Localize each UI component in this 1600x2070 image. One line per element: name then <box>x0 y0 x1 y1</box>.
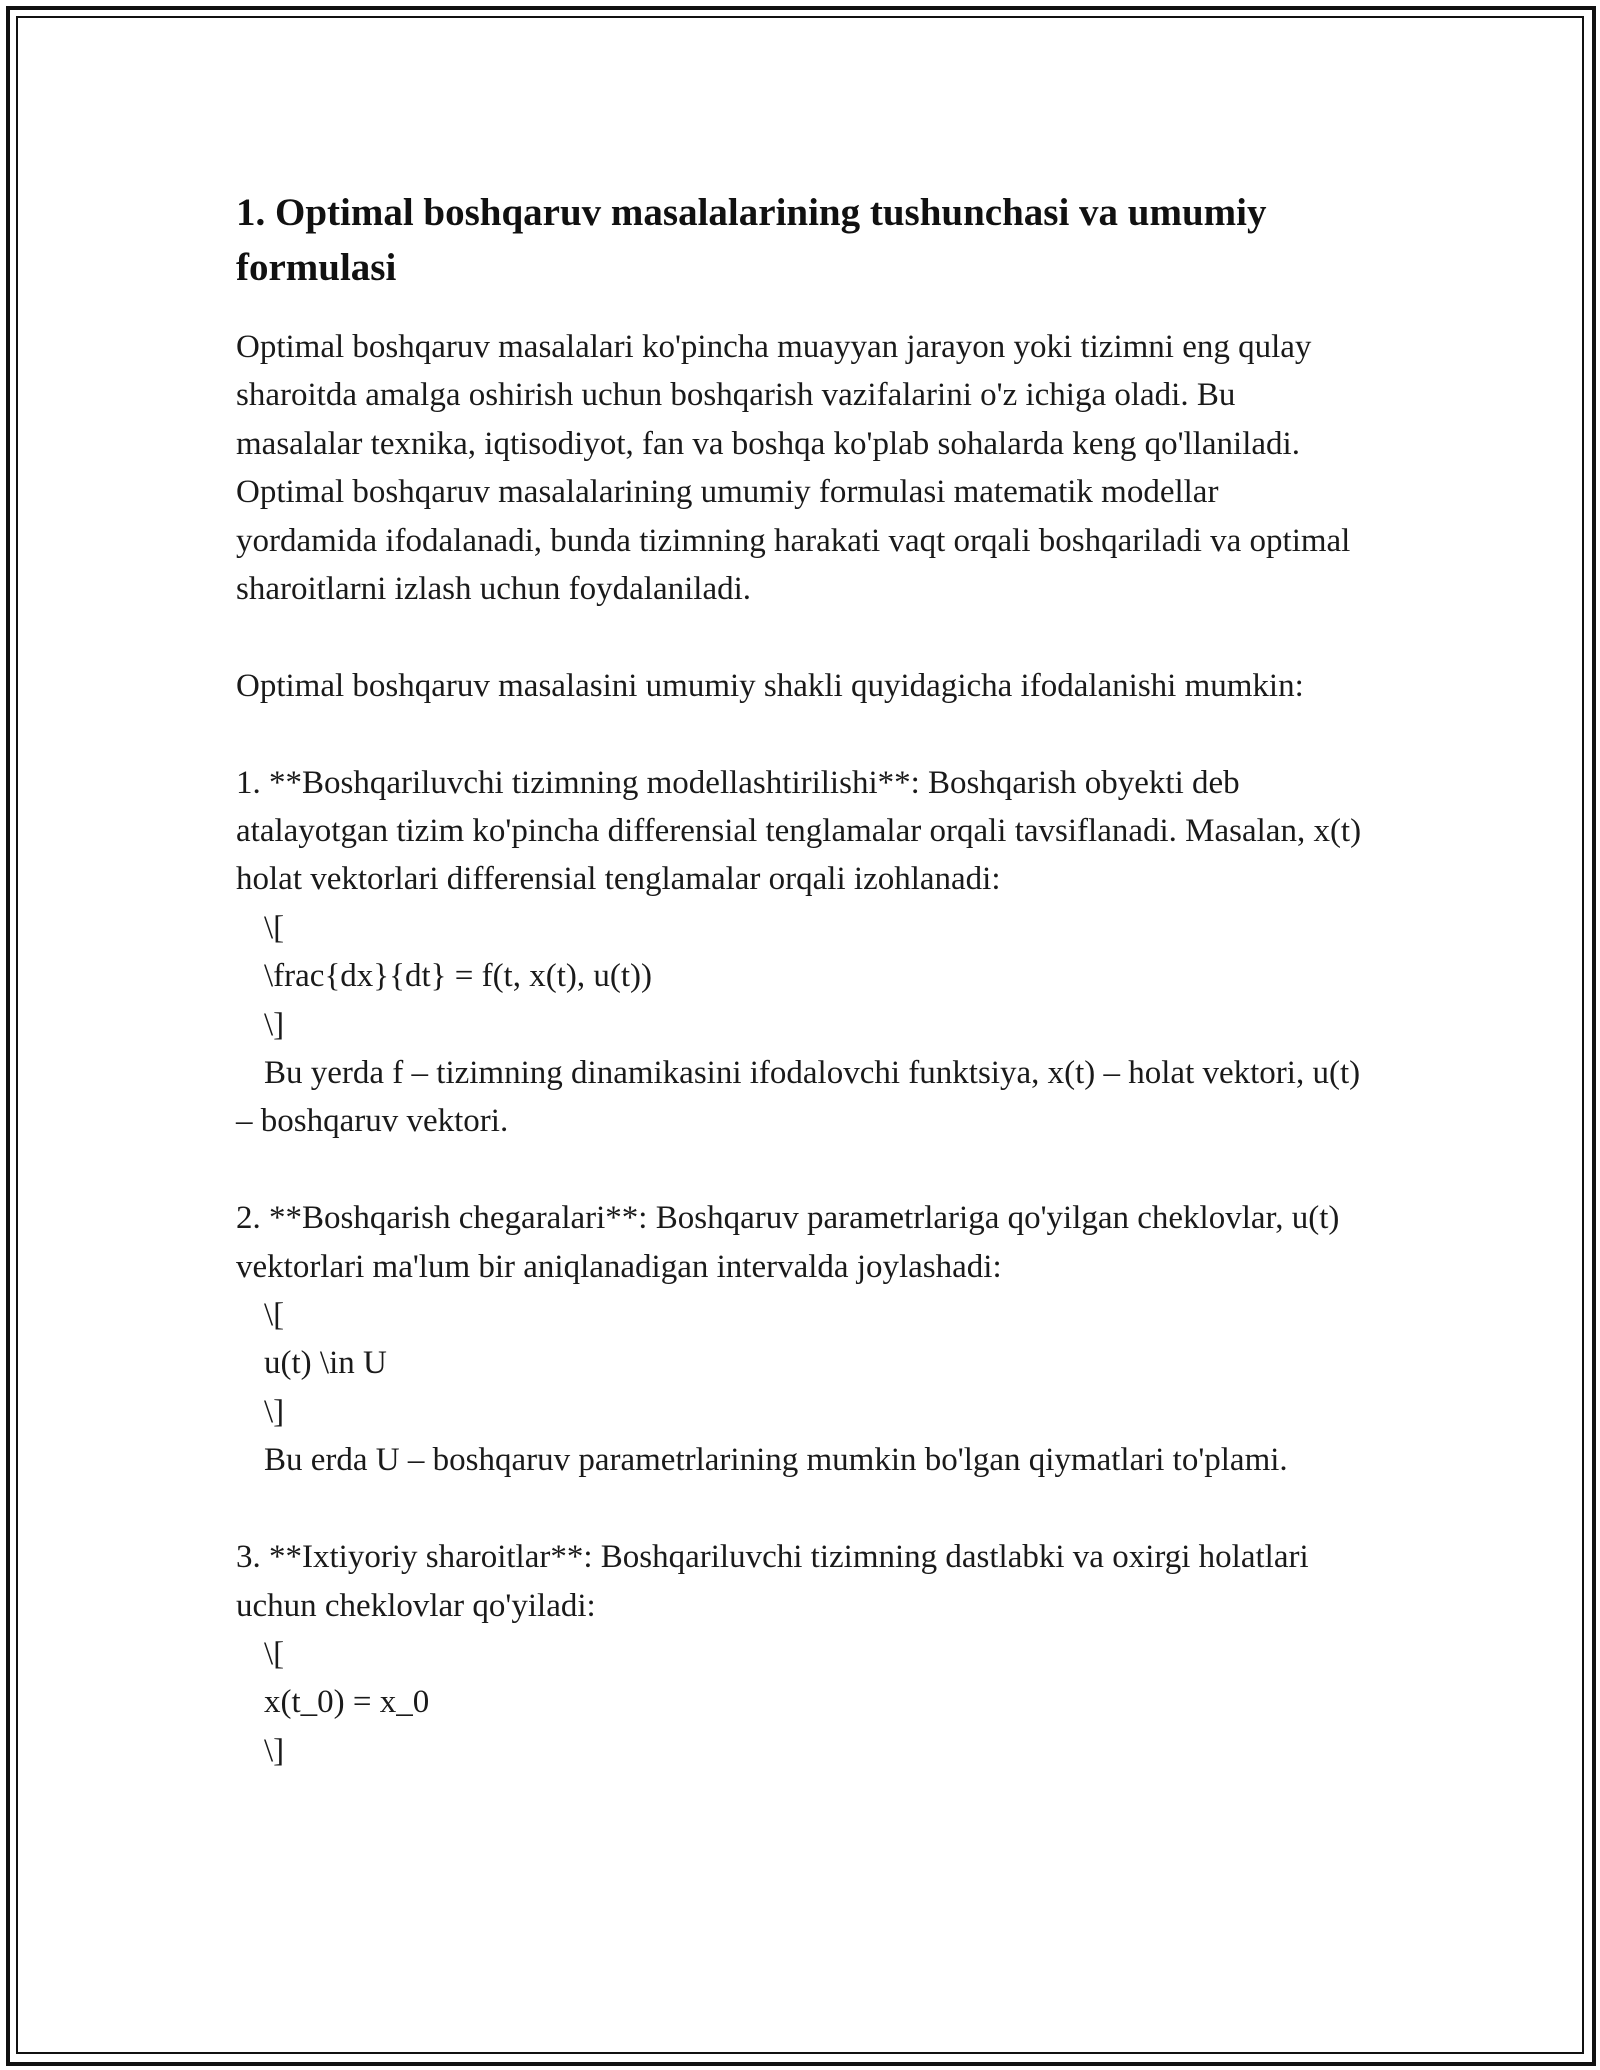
list-item-text: 2. **Boshqarish chegaralari**: Boshqaruv parametrlariga qo'yilgan cheklovlar, u(t) vektorlari ma'lum bir aniqlanadigan intervalda joylashadi: <box>236 1200 1348 1285</box>
paragraph-gap <box>236 710 1366 758</box>
list-item-text: 3. **Ixtiyoriy sharoitlar**: Boshqariluvchi tizimning dastlabki va oxirgi holatlari uchun cheklovlar qo'yiladi: <box>236 1539 1317 1624</box>
math-open-delimiter: \[ <box>264 1635 285 1672</box>
list-item-note-text: Bu yerda f – tizimning dinamikasini ifodalovchi funktsiya, x(t) – holat vektori, u(t) – boshqaruv vektori. <box>236 1055 1369 1140</box>
math-formula: \frac{dx}{dt} = f(t, x(t), u(t)) <box>264 958 653 995</box>
list-item <box>236 1533 1366 1775</box>
paragraph-gap <box>236 1485 1366 1533</box>
math-formula: x(t_0) = x_0 <box>264 1684 430 1721</box>
section-title: 1. Optimal boshqaruv masalalarining tushunchasi va umumiy formulasi <box>236 191 1267 289</box>
list-item-note <box>236 1436 1366 1484</box>
math-open-delimiter: \[ <box>264 909 285 946</box>
lead-paragraph: Optimal boshqaruv masalasini umumiy shakli quyidagicha ifodalanishi mumkin: <box>236 667 1304 704</box>
list-item-note-text: Bu erda U – boshqaruv parametrlarining mumkin bo'lgan qiymatlari to'plami. <box>264 1442 1288 1479</box>
paragraph-gap <box>236 613 1366 661</box>
math-open-delimiter: \[ <box>264 1297 285 1334</box>
list-item <box>236 1194 1366 1484</box>
math-formula: u(t) \in U <box>264 1345 387 1382</box>
math-close-delimiter: \] <box>264 1006 285 1043</box>
intro-paragraph: Optimal boshqaruv masalalari ko'pincha muayyan jarayon yoki tizimni eng qulay sharoitda amalga oshirish uchun boshqarish vazifalarini o'z ichiga oladi. Bu masalalar texnika, iqtisodiyot, fan va boshqa ko'plab sohalarda keng qo'llaniladi. Optimal boshqaruv masalalarining umumiy formulasi matematik modellar yordamida ifodalanadi, bunda tizimning harakati vaqt orqali boshqariladi va optimal sharoitlarni izlash uchun foydalaniladi. <box>236 329 1359 608</box>
list-item-note <box>236 1049 1369 1146</box>
list-item-text: 1. **Boshqariluvchi tizimning modellashtirilishi**: Boshqarish obyekti deb atalayotgan tizim ko'pincha differensial tenglamalar orqali tavsiflanadi. Masalan, x(t) holat vektorlari differensial tenglamalar orqali izohlanadi: <box>236 764 1370 898</box>
math-close-delimiter: \] <box>264 1732 285 1769</box>
list-item <box>236 759 1370 1146</box>
math-close-delimiter: \] <box>264 1393 285 1430</box>
paragraph-gap <box>236 1146 1366 1194</box>
document-body <box>236 185 1370 1775</box>
